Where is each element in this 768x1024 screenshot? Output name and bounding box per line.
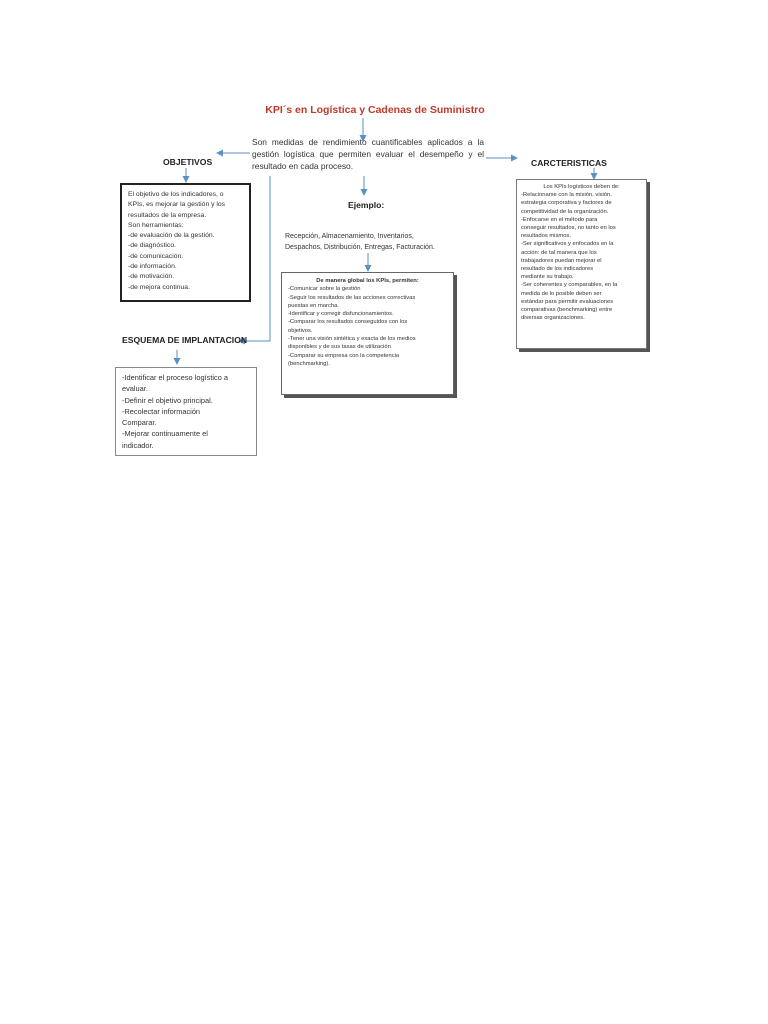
caracteristicas-line: estrategia corporativa y factores de (521, 200, 612, 207)
objetivos-line: resultados de la empresa. (128, 211, 207, 219)
esquema-line: Comparar. (122, 418, 157, 428)
objetivos-line: KPIs, es mejorar la gestión y los (128, 201, 226, 209)
caracteristicas-line: estándar para permitir evaluaciones (521, 298, 614, 305)
caracteristicas-line: acción: de tal manera que los (521, 249, 597, 256)
objetivos-line: El objetivo de los indicadores, o (128, 191, 224, 198)
objetivos-line: -de mejora continua. (128, 283, 190, 291)
caracteristicas-box (516, 179, 647, 349)
esquema-heading: ESQUEMA DE IMPLANTACION (122, 335, 248, 345)
ejemplo-line: Despachos, Distribución, Entregas, Facturación. (285, 243, 435, 251)
esquema-line: -Identificar el proceso logístico a (122, 373, 228, 382)
objetivos-line: -de evaluación de la gestión. (128, 232, 215, 240)
caracteristicas-line: diversas organizaciones. (521, 315, 585, 322)
manera-global-line: objetivos. (288, 327, 313, 334)
objetivos-heading: OBJETIVOS (163, 157, 213, 167)
manera-global-line: disponibles y de sus tasas de utilización (288, 344, 391, 351)
manera-global-line: -Tener una visión sintética y exacta de los medios (288, 336, 416, 343)
caracteristicas-line: resultado de los indicadores (521, 266, 594, 273)
objetivos-line: -de motivación. (128, 273, 175, 281)
caracteristicas-line: comparativas (benchmarking) entre (521, 307, 613, 314)
esquema-line: -Mejorar continuamente el (122, 429, 208, 439)
page-title: KPI´s en Logística y Cadenas de Suministro (265, 104, 485, 116)
esquema-line: evaluar. (122, 384, 148, 394)
definition-text: Son medidas de rendimiento cuantificables aplicados a la gestión logística que permiten evaluar el desempeño y el resultado en cada proceso. (252, 137, 484, 171)
caracteristicas-line: conseguir resultados, no tanto en los (521, 225, 616, 232)
ejemplo-heading: Ejemplo: (348, 200, 385, 210)
caracteristicas-line: -Relacionarse con la misión, visión, (521, 192, 612, 199)
objetivos-box (120, 183, 251, 302)
ejemplo-line: Recepción, Almacenamiento, Inventarios, (285, 233, 414, 240)
caracteristicas-line: -Ser significativos y enfocados en la (521, 241, 614, 248)
manera-global-box (281, 272, 454, 395)
manera-global-heading: De manera global los KPIs, permiten: (316, 278, 419, 284)
caracteristicas-line: mediante su trabajo. (521, 274, 574, 281)
esquema-line: -Definir el objetivo principal. (122, 395, 213, 405)
caracteristicas-heading: CARCTERISTICAS (531, 158, 607, 168)
objetivos-line: Son herramientas: (128, 221, 184, 229)
ejemplo-text (285, 232, 455, 253)
caracteristicas-line: trabajadores puedan mejorar el (521, 257, 602, 264)
manera-global-line: puestas en marcha. (288, 302, 339, 309)
caracteristicas-line: resultados mismos. (521, 233, 571, 240)
caracteristicas-line: Los KPIs logísticos deben de: (543, 184, 620, 190)
esquema-line: indicador. (122, 440, 154, 450)
objetivos-line: -de comunicación. (128, 252, 184, 260)
manera-global-line: -Seguir los resultados de las acciones correctivas (288, 294, 416, 301)
manera-global-line: -Comparar su empresa con la competencia (288, 352, 400, 359)
caracteristicas-line: -Ser coherentes y comparables, en la (521, 282, 618, 289)
esquema-box (115, 367, 257, 456)
manera-global-line: -Comparar los resultados conseguidos con los (288, 319, 408, 326)
objetivos-line: -de diagnóstico. (128, 242, 176, 250)
caracteristicas-line: competitividad de la organización. (521, 208, 609, 215)
caracteristicas-line: medida de lo posible deben ser (521, 290, 602, 297)
esquema-line: -Recolectar información (122, 406, 201, 416)
caracteristicas-line: -Enfocarse en el método para (521, 216, 598, 223)
manera-global-line: -Comunicar sobre la gestión (288, 286, 361, 293)
manera-global-line: -Identificar y corregir disfuncionamientos. (288, 311, 394, 318)
manera-global-line: (benchmarking). (288, 360, 330, 367)
objetivos-line: -de información. (128, 263, 177, 271)
